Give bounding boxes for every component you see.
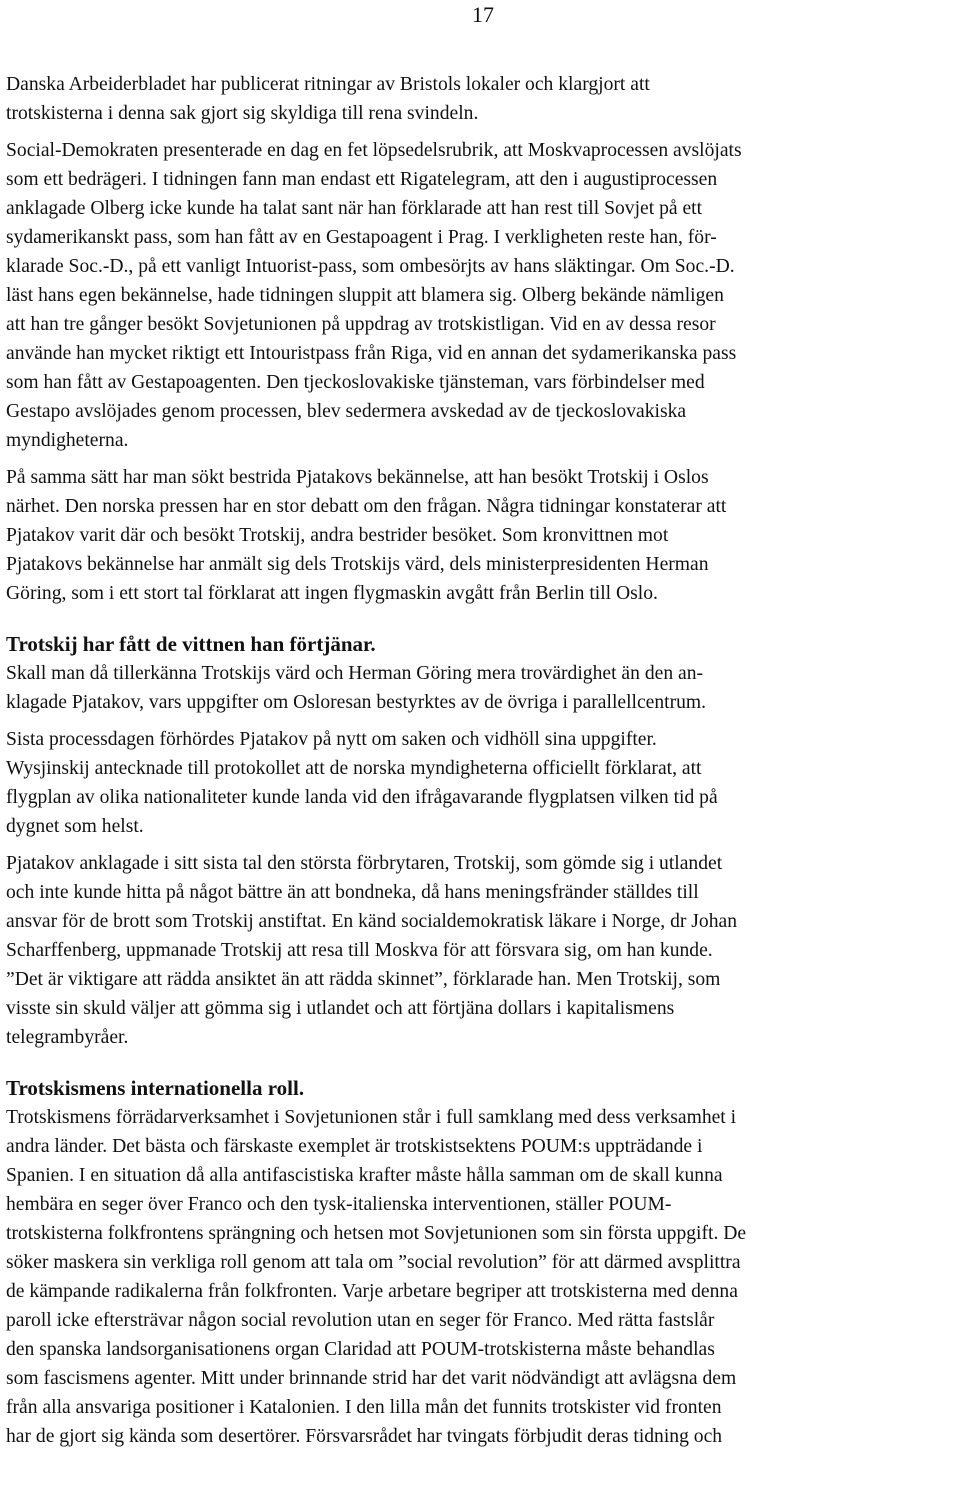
section-heading: Trotskij har fått de vittnen han förtjänar. [6,632,376,656]
paragraph [6,463,958,608]
text-line: som fascismens agenter. Mitt under brinnande strid har det varit nödvändigt att avlägsna dem [6,1368,737,1389]
text-line: dygnet som helst. [6,816,144,837]
text-line: den spanska landsorganisationens organ Claridad att POUM-trotskisterna måste behandlas [6,1339,715,1360]
text-line: trotskisterna folkfrontens sprängning och hetsen mot Sovjetunionen som sin första uppgift. De [6,1223,747,1244]
text-line: andra länder. Det bästa och färskaste exemplet är trotskistsektens POUM:s uppträdande i [6,1136,703,1157]
text-line: Sista processdagen förhördes Pjatakov på nytt om saken och vidhöll sina uppgifter. [6,729,657,750]
text-line: Spanien. I en situation då alla antifascistiska krafter måste hålla samman om de skall kunna [6,1165,723,1186]
text-line: Pjatakov varit där och besökt Trotskij, andra bestrider besöket. Som kronvittnen mot [6,525,669,546]
text-line: myndigheterna. [6,430,129,451]
text-line: anklagade Olberg icke kunde ha talat sant när han förklarade att han rest till Sovjet på ett [6,198,703,219]
text-line: Gestapo avslöjades genom processen, blev sedermera avskedad av de tjeckoslovakiska [6,401,687,422]
text-line: och inte kunde hitta på något bättre än att bondneka, då hans meningsfränder ställdes till [6,882,699,903]
text-line: ansvar för de brott som Trotskij anstiftat. En känd socialdemokratisk läkare i Norge, dr Johan [6,911,737,932]
text-line: Pjatakov anklagade i sitt sista tal den största förbrytaren, Trotskij, som gömde sig i utlandet [6,853,723,874]
paragraph [6,849,958,1052]
text-line: Social-Demokraten presenterade en dag en fet löpsedelsrubrik, att Moskvaprocessen avslöjats [6,140,742,161]
paragraph [6,1103,958,1451]
text-line: Pjatakovs bekännelse har anmält sig dels Trotskijs värd, dels ministerpresidenten Herman [6,554,709,575]
text-line: som ett bedrägeri. I tidningen fann man endast ett Rigatelegram, att den i augustiprocessen [6,169,718,190]
text-line: Göring, som i ett stort tal förklarat att ingen flygmaskin avgått från Berlin till Oslo. [6,583,658,604]
text-line: som han fått av Gestapoagenten. Den tjeckoslovakiske tjänsteman, vars förbindelser med [6,372,705,393]
section-heading: Trotskismens internationella roll. [6,1076,305,1100]
text-line: paroll icke eftersträvar någon social revolution utan en seger för Franco. Med rätta fastslår [6,1310,715,1331]
text-line: de kämpande radikalerna från folkfronten. Varje arbetare begriper att trotskisterna med denna [6,1281,738,1302]
text-line: Wysjinskij antecknade till protokollet att de norska myndigheterna officiellt förklarat, att [6,758,702,779]
text-line: sydamerikanskt pass, som han fått av en Gestapoagent i Prag. I verkligheten reste han, för- [6,227,717,248]
text-line: närhet. Den norska pressen har en stor debatt om den frågan. Några tidningar konstaterar att [6,496,727,517]
text-line: visste sin skuld väljer att gömma sig i utlandet och att förtjäna dollars i kapitalismens [6,998,675,1019]
text-line: Skall man då tillerkänna Trotskijs värd och Herman Göring mera trovärdighet än den an- [6,663,704,684]
text-line: från alla ansvariga positioner i Katalonien. I den lilla mån det funnits trotskister vid fronten [6,1397,722,1418]
text-line: söker maskera sin verkliga roll genom att tala om ”social revolution” för att därmed avsplittra [6,1252,741,1273]
text-line: har de gjort sig kända som desertörer. Försvarsrådet har tvingats förbjudit deras tidning och [6,1426,723,1447]
paragraph [6,70,958,128]
text-line: använde han mycket riktigt ett Intouristpass från Riga, vid en annan det sydamerikanska pass [6,343,737,364]
document-body [6,70,958,1459]
text-line: Scharffenberg, uppmanade Trotskij att resa till Moskva för att försvara sig, om han kunde. [6,940,713,961]
text-line: läst hans egen bekännelse, hade tidningen sluppit att blamera sig. Olberg bekände nämligen [6,285,724,306]
page-number: 17 [472,2,494,27]
text-line: att han tre gånger besökt Sovjetunionen på uppdrag av trotskistligan. Vid en av dessa resor [6,314,716,335]
text-line: flygplan av olika nationaliteter kunde landa vid den ifrågavarande flygplatsen vilken tid på [6,787,718,808]
text-line: hembära en seger över Franco och den tysk-italienska interventionen, ställer POUM- [6,1194,672,1215]
text-line: Trotskismens förrädarverksamhet i Sovjetunionen står i full samklang med dess verksamhet i [6,1107,737,1128]
paragraph [6,659,958,717]
text-line: Danska Arbeiderbladet har publicerat ritningar av Bristols lokaler och klargjort att [6,74,650,95]
text-line: klarade Soc.-D., på ett vanligt Intuorist-pass, som ombesörjts av hans släktingar. Om Soc.-D. [6,256,735,277]
text-line: telegrambyråer. [6,1027,129,1048]
paragraph [6,725,958,841]
text-line: ”Det är viktigare att rädda ansiktet än att rädda skinnet”, förklarade han. Men Trotskij, som [6,969,721,990]
paragraph [6,136,958,455]
text-line: På samma sätt har man sökt bestrida Pjatakovs bekännelse, att han besökt Trotskij i Oslos [6,467,709,488]
text-line: klagade Pjatakov, vars uppgifter om Osloresan bestyrktes av de övriga i parallellcentrum. [6,692,707,713]
text-line: trotskisterna i denna sak gjort sig skyldiga till rena svindeln. [6,103,479,124]
